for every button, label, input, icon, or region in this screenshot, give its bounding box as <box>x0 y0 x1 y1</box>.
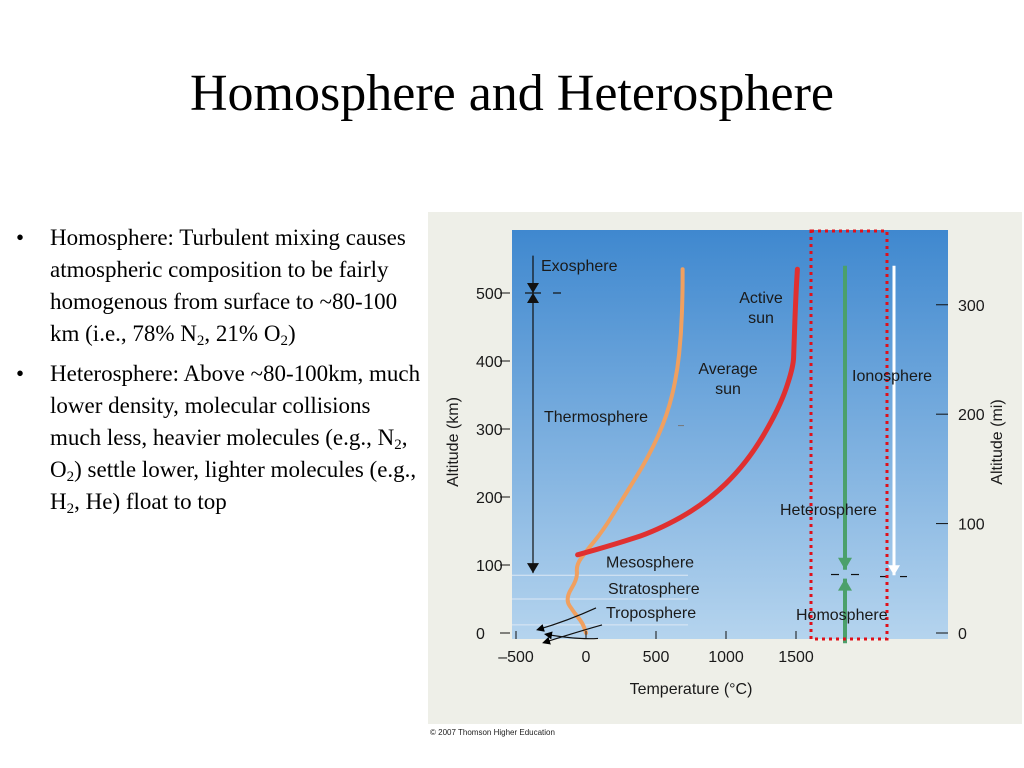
y2-tick-label: 200 <box>958 407 985 425</box>
bullet-list <box>14 222 424 526</box>
bullet-text-part: , 21% O <box>204 321 281 346</box>
x-tick-label: 1000 <box>708 649 744 666</box>
x-tick-label: 0 <box>581 649 591 666</box>
label-average-sun-line1: Average <box>698 361 758 378</box>
label-active-sun-line1: Active <box>739 290 783 307</box>
label-thermosphere: Thermosphere <box>544 409 649 426</box>
bullet-text-part: ) settle lower, lighter molecules (e.g., H <box>50 457 417 514</box>
x-tick-label: 1500 <box>778 649 814 666</box>
bullet-text-part: ) <box>287 321 296 346</box>
bullet-text-part: Heterosphere: Above ~80-100km, much lower density, molecular collisions much less, heavier molecules (e.g., N <box>50 361 421 450</box>
subscript: 2 <box>280 333 288 349</box>
subscript: 2 <box>66 469 75 485</box>
atmosphere-figure <box>428 212 1022 724</box>
label-active-sun-line2: sun <box>748 310 774 327</box>
y-tick-label: 0 <box>476 626 485 643</box>
y-tick-label: 500 <box>476 286 503 303</box>
label-mesosphere: Mesosphere <box>606 554 695 572</box>
y2-tick-label: 300 <box>958 297 985 315</box>
bullet-text <box>50 361 421 517</box>
label-heterosphere: Heterosphere <box>780 502 877 519</box>
subscript: 2 <box>394 437 402 453</box>
bullet-text-part: , O <box>50 425 408 482</box>
bullet-homosphere <box>14 222 424 350</box>
label-troposphere: Troposphere <box>606 605 697 623</box>
y-tick-label: 300 <box>476 422 503 439</box>
y-tick-label: 400 <box>476 354 503 371</box>
y2-axis-label: Altitude (mi) <box>989 399 1006 485</box>
subscript: 2 <box>66 501 75 517</box>
bullet-text-part: Homosphere: Turbulent mixing causes atmospheric composition to be fairly homogenous from surface to ~80-100 km (i.e., 78% N <box>50 225 406 346</box>
bullet-marker: • <box>16 225 25 250</box>
subscript: 2 <box>196 333 205 349</box>
label-stratosphere: Stratosphere <box>608 581 700 599</box>
bullet-heterosphere <box>14 358 424 518</box>
atmosphere-chart <box>428 212 1022 724</box>
slide-title: Homosphere and Heterosphere <box>190 65 834 122</box>
x-tick-label: –500 <box>498 649 534 666</box>
image-credit: © 2007 Thomson Higher Education <box>430 728 555 737</box>
y-axis-label: Altitude (km) <box>445 397 462 487</box>
label-average-sun-line2: sun <box>715 381 741 398</box>
x-axis-label: Temperature (°C) <box>629 681 753 698</box>
y2-tick-label: 100 <box>958 516 985 534</box>
y-tick-label: 200 <box>476 490 503 507</box>
label-homosphere: Homosphere <box>796 607 888 624</box>
bullet-marker: • <box>16 361 25 386</box>
x-tick-label: 500 <box>642 649 670 666</box>
label-ionosphere: Ionosphere <box>852 368 933 385</box>
bullet-text-part: , He) float to top <box>74 489 227 514</box>
y-tick-label: 100 <box>476 558 503 575</box>
y2-tick-label: 0 <box>958 626 967 643</box>
bullet-text <box>50 225 406 349</box>
label-exosphere: Exosphere <box>541 258 618 275</box>
